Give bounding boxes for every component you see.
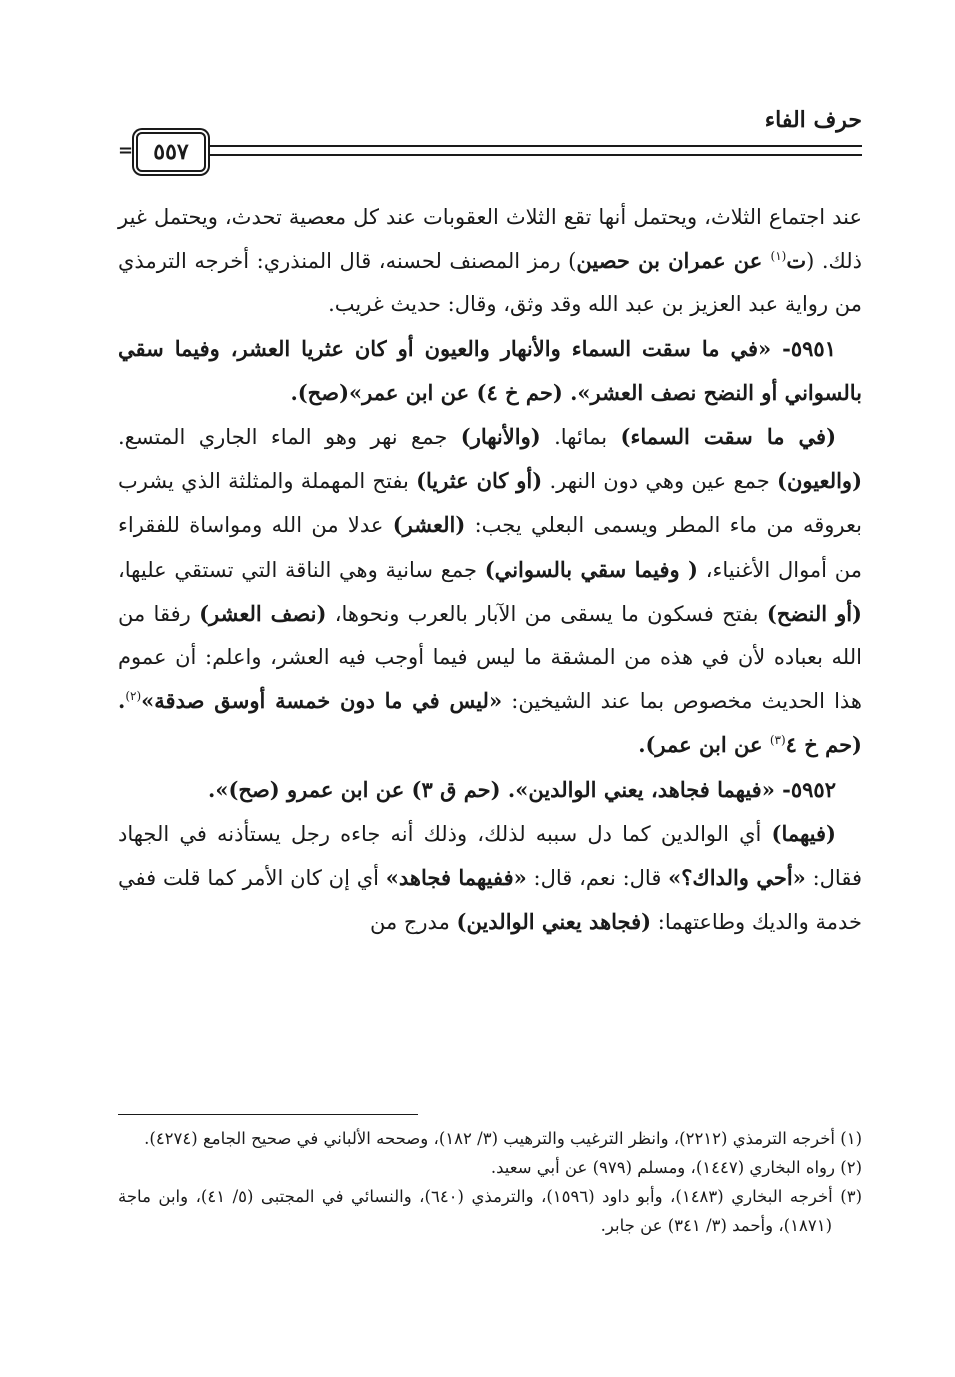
text-run: مدرج من bbox=[369, 910, 457, 935]
bold-run: عن عمران بن حصين bbox=[576, 248, 771, 274]
bold-run: (فيهما) bbox=[771, 820, 836, 846]
footnote-ref-3[interactable]: (٣) bbox=[769, 733, 786, 748]
bold-run: (فجاهد يعني الوالدين) bbox=[456, 909, 652, 935]
footnote-ref-2[interactable]: (٢) bbox=[125, 689, 142, 704]
bold-run: (أو كان عثريا) bbox=[416, 468, 543, 494]
bold-run: . (حم خ ٤ bbox=[118, 688, 862, 758]
footnotes bbox=[118, 1124, 862, 1240]
page-number: ٥٥٧ bbox=[136, 132, 206, 172]
text-run: بمائها. bbox=[540, 425, 621, 450]
bold-run: (نصف العشر) bbox=[199, 600, 327, 626]
text-run: عند اجتماع الثلاث، ويحتمل أنها تقع الثلاث العقوبات عند كل معصية تحدث، ويحتمل غير ذلك. ( bbox=[118, 205, 862, 274]
footnote-ref-1[interactable]: (١) bbox=[770, 249, 787, 264]
hadith-entry-5951 bbox=[118, 327, 862, 415]
hadith-entry-5952 bbox=[118, 768, 862, 812]
bold-run: «ففيهما فجاهد» bbox=[385, 865, 527, 891]
footnote-3: (٣) أخرجه البخاري (١٤٨٣)، وأبو داود (١٥٩٦)، والترمذي (٦٤٠)، والنسائي في المجتبى (٥/ ٤١)، وابن ماجة (١٨٧١)، وأحمد (٣/ ٣٤١) عن جابر. bbox=[118, 1187, 863, 1235]
paragraph bbox=[118, 812, 862, 945]
bold-run: ( وفيما سقي بالسواني) bbox=[484, 556, 698, 582]
text-run: أي إن كان الأمر كما قلت ففي خدمة والديك وطاعتهما: bbox=[118, 866, 862, 935]
footnote-1: (١) أخرجه الترمذي (٢٢١٢)، وانظر الترغيب والترهيب (٣/ ١٨٢)، وصححه الألباني في صحيح الجامع (٤٢٧٤). bbox=[144, 1129, 862, 1148]
bold-run: (أو النضح) bbox=[766, 600, 862, 626]
footnote-2: (٢) رواه البخاري (١٤٤٧)، ومسلم (٩٧٩) عن أبي سعيد. bbox=[490, 1158, 862, 1177]
bold-run: ت bbox=[786, 248, 807, 274]
hadith-text: ٥٩٥١- «في ما سقت السماء والأنهار والعيون أو كان عثريا العشر، وفيما سقي بالسواني أو النضح نصف العشر». (حم خ ٤) عن ابن عمر»(صح). bbox=[118, 335, 862, 405]
text-run: أي الوالدين كما دل سببه لذلك، وذلك أنه جاءه رجل يستأذنه في الجهاد فقال: bbox=[118, 821, 862, 891]
text-run: بفتح فسكون ما يسقى من الآبار بالعرب ونحوها، bbox=[326, 601, 767, 626]
book-page bbox=[118, 100, 862, 1300]
paragraph bbox=[118, 196, 862, 327]
chapter-title: حرف الفاء bbox=[764, 107, 862, 133]
page-header bbox=[118, 100, 862, 180]
text-run: قال: نعم، قال: bbox=[526, 866, 669, 891]
main-text bbox=[118, 196, 862, 944]
text-run: جمع نهر وهو الماء الجاري المتسع. bbox=[118, 425, 461, 450]
page-number-dash: = bbox=[118, 140, 134, 161]
text-run: بفتح المهملة والمثلثة الذي يشرب بعروقه من ماء المطر ويسمى البعلي يجب: bbox=[118, 469, 862, 538]
text-run: عدلا من الله ومواساة للفقراء من أموال الأغنياء، bbox=[118, 513, 862, 582]
bold-run: عن ابن عمر). bbox=[638, 732, 770, 758]
paragraph bbox=[118, 415, 862, 768]
bold-run: (في ما سقت السماء) bbox=[620, 424, 837, 450]
footnote-separator bbox=[118, 1114, 418, 1115]
text-run: جمع عين وهي دون النهر. bbox=[542, 469, 778, 494]
bold-run: «أحي والداك؟» bbox=[668, 865, 806, 891]
text-run: رفقا من الله بعباده لأن في هذه من المشقة ما ليس فيما أوجب فيه العشر، واعلم: أن عموم هذا الحديث مخصوص بما عند الشيخين: bbox=[118, 601, 862, 714]
hadith-text: ٥٩٥٢- «فيهما فجاهد، يعني الوالدين». (حم ق ٣) عن ابن عمرو (صح)». bbox=[208, 776, 836, 802]
text-run: ) رمز المصنف لحسنه، قال المنذري: أخرجه الترمذي من رواية عبد العزيز بن عبد الله وقد وثق، وقال: حديث غريب. bbox=[118, 249, 862, 317]
header-double-rule bbox=[208, 145, 862, 156]
bold-run: (والعيون) bbox=[777, 468, 862, 494]
bold-run: (والأنهار) bbox=[460, 424, 541, 450]
bold-run: «ليس في ما دون خمسة أوسق صدقة» bbox=[141, 688, 503, 714]
bold-run: (العشر) bbox=[392, 512, 466, 538]
text-run: جمع سانية وهي الناقة التي تستقي عليها، bbox=[118, 557, 485, 582]
